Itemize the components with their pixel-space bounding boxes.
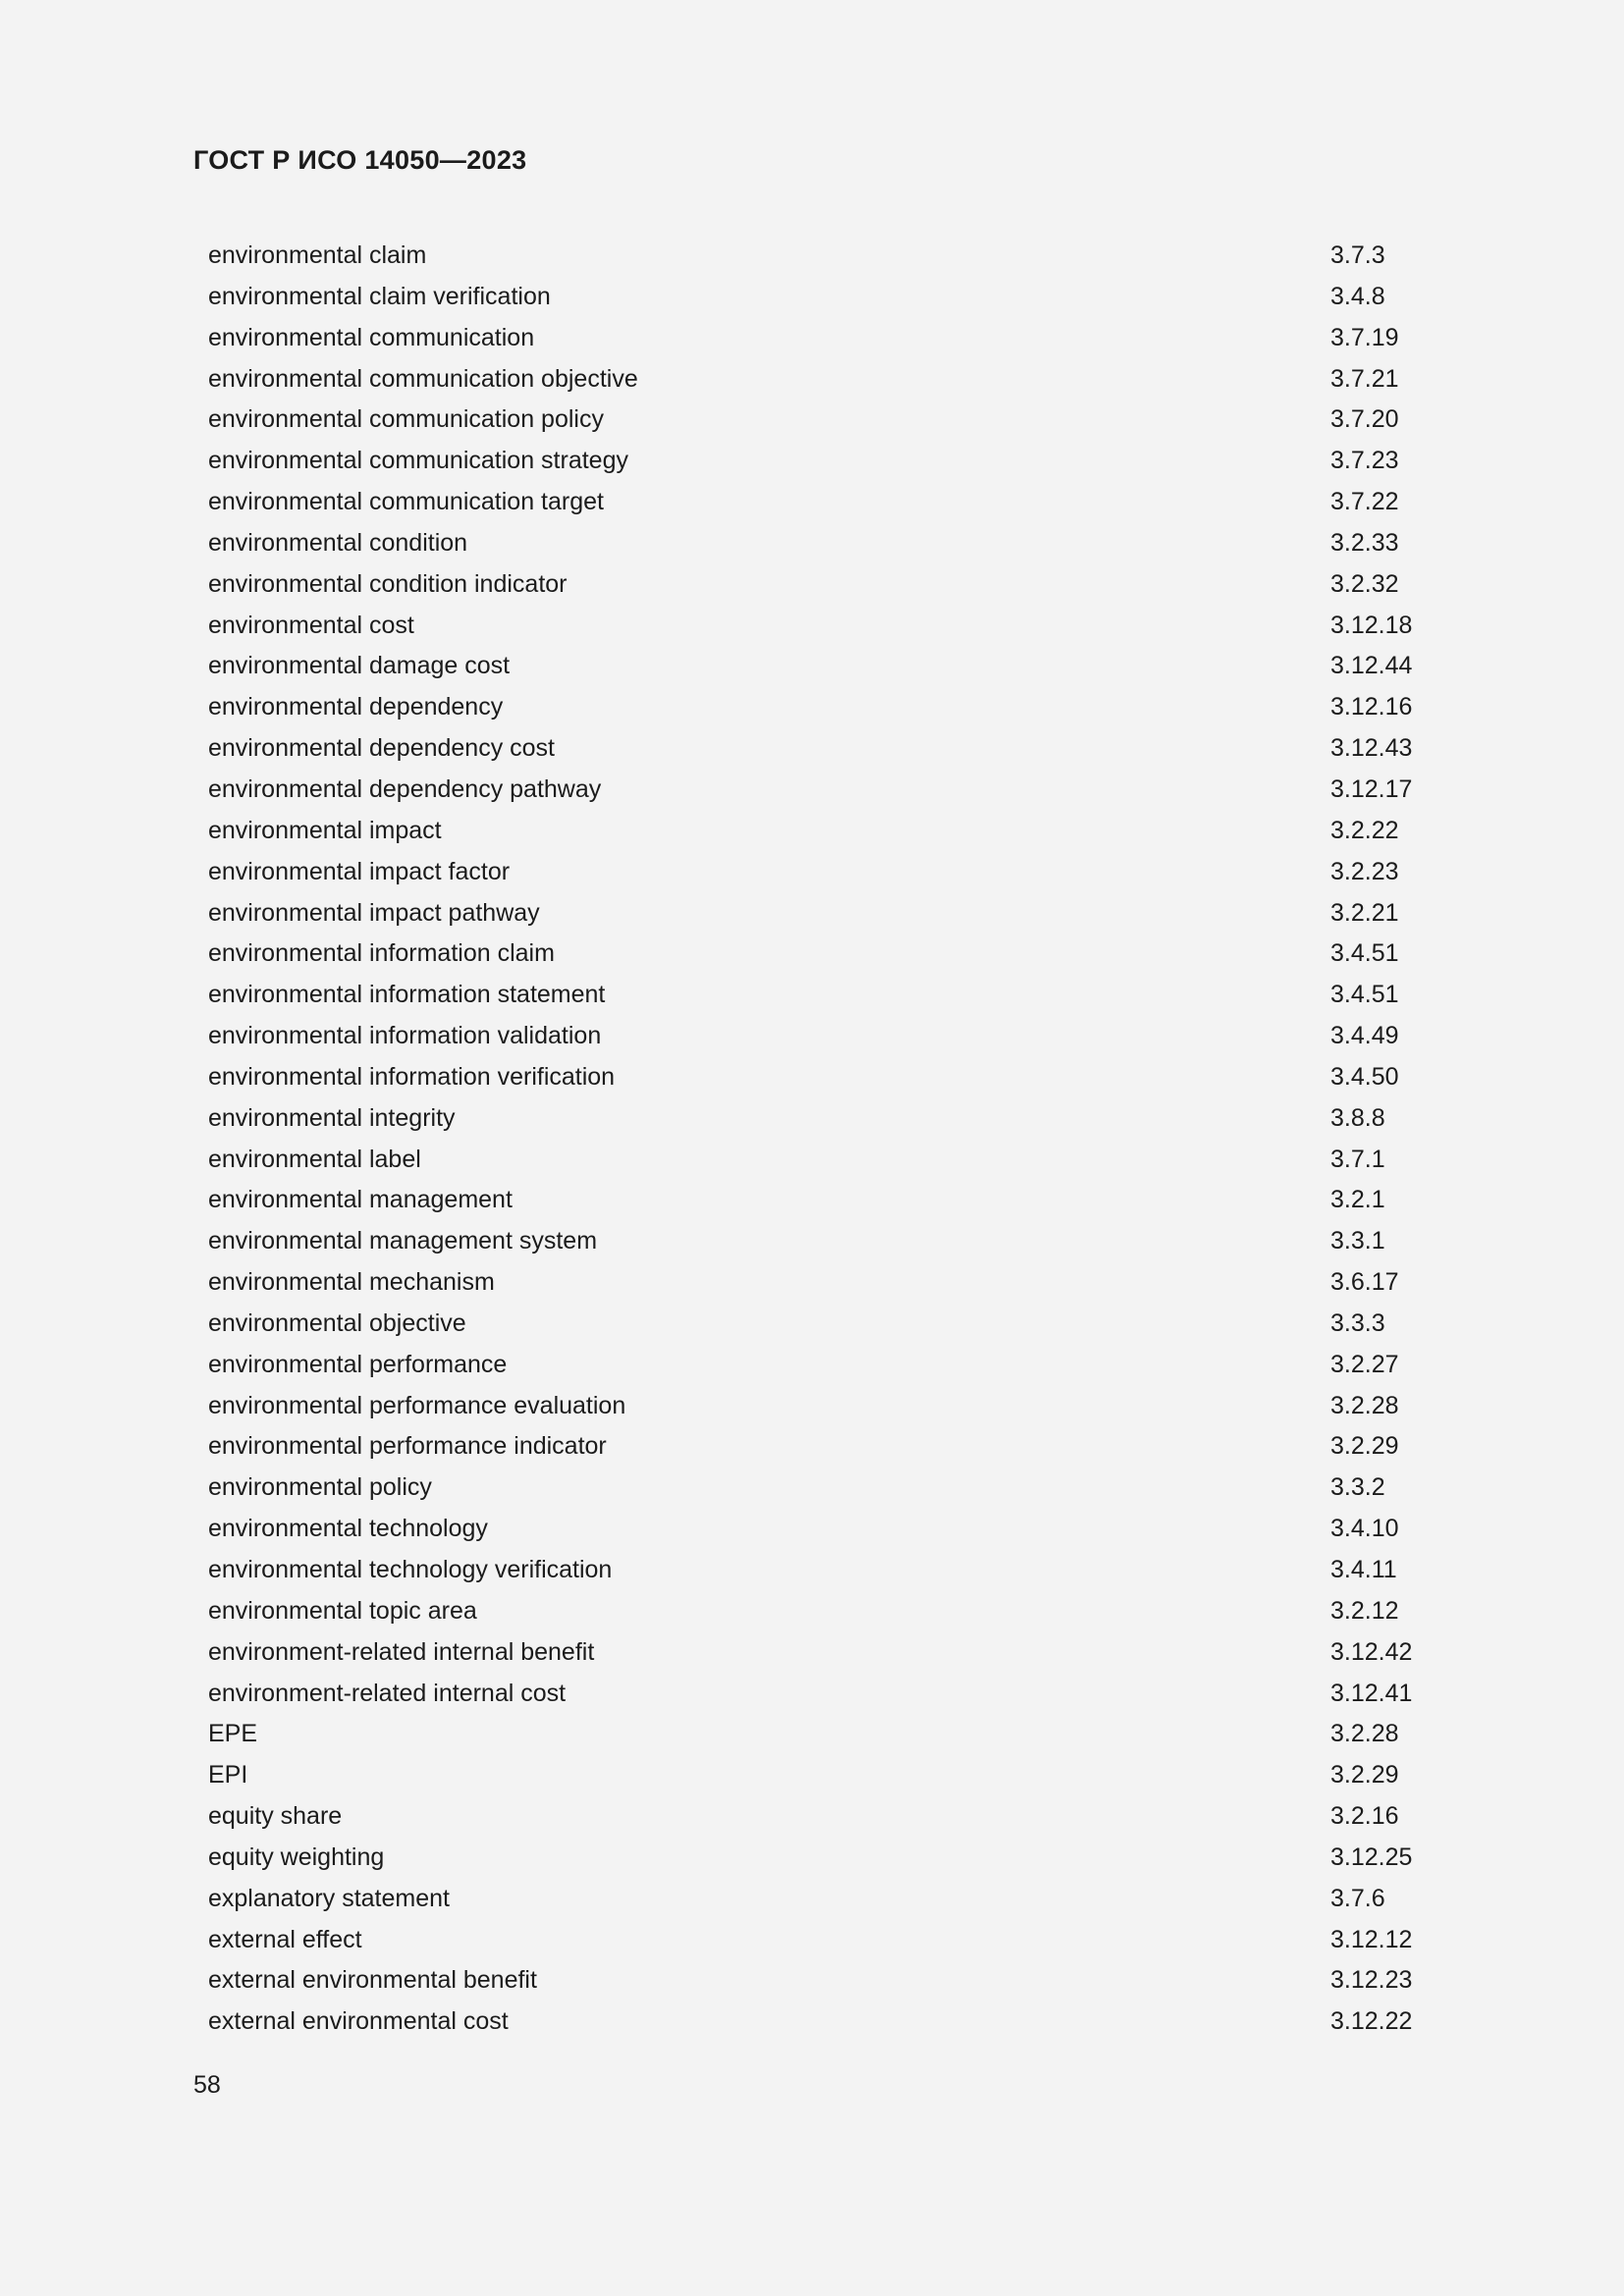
index-entry: [208, 1345, 1426, 1386]
index-term: equity weighting: [208, 1842, 385, 1871]
index-reference-number: 3.12.43: [1330, 734, 1413, 763]
index-entry: [208, 1838, 1426, 1879]
index-term: equity share: [208, 1802, 343, 1831]
index-entry: [208, 441, 1426, 482]
index-entry: [208, 1221, 1426, 1262]
index-entry: [208, 1468, 1426, 1509]
index-term: environmental label: [208, 1145, 421, 1173]
index-term: environmental performance evaluation: [208, 1391, 626, 1419]
index-term: environment-related internal benefit: [208, 1637, 595, 1666]
index-term: environmental information validation: [208, 1022, 602, 1050]
index-entry: [208, 1796, 1426, 1838]
index-reference-number: 3.12.41: [1330, 1679, 1413, 1707]
index-term: environmental information verification: [208, 1062, 616, 1091]
index-entry: [208, 1262, 1426, 1304]
index-reference-number: 3.4.51: [1330, 981, 1399, 1009]
index-term: environmental claim verification: [208, 282, 551, 310]
index-reference-number: 3.7.19: [1330, 323, 1399, 351]
index-reference-number: 3.2.16: [1330, 1802, 1399, 1831]
index-reference-number: 3.12.23: [1330, 1966, 1413, 1995]
index-reference-number: 3.7.1: [1330, 1145, 1385, 1173]
index-term: environmental impact: [208, 816, 442, 844]
index-term: environmental impact pathway: [208, 898, 540, 927]
index-entry: [208, 975, 1426, 1016]
index-reference-number: 3.2.1: [1330, 1186, 1385, 1214]
index-entry: [208, 2002, 1426, 2043]
index-reference-number: 3.4.11: [1330, 1556, 1397, 1583]
index-term: environmental dependency cost: [208, 734, 556, 763]
index-reference-number: 3.12.42: [1330, 1637, 1413, 1666]
index-term: external environmental benefit: [208, 1966, 537, 1995]
document-header: ГОСТ Р ИСО 14050—2023: [193, 145, 527, 175]
index-term: environmental communication: [208, 323, 535, 351]
index-entry: [208, 646, 1426, 687]
index-entry: [208, 359, 1426, 400]
index-reference-number: 3.12.16: [1330, 693, 1413, 721]
index-reference-number: 3.2.12: [1330, 1596, 1399, 1625]
page-number: 58: [193, 2071, 221, 2099]
index-reference-number: 3.4.50: [1330, 1062, 1399, 1091]
index-term: environmental communication strategy: [208, 447, 628, 475]
index-term: environmental cost: [208, 611, 414, 639]
index-reference-number: 3.2.33: [1330, 528, 1399, 557]
index-entry: [208, 1098, 1426, 1140]
index-entry: [208, 893, 1426, 934]
index-entry: [208, 1632, 1426, 1674]
index-reference-number: 3.2.29: [1330, 1432, 1399, 1461]
index-term: explanatory statement: [208, 1884, 450, 1912]
index-reference-number: 3.7.21: [1330, 364, 1399, 393]
index-reference-number: 3.4.51: [1330, 939, 1399, 968]
index-entry: [208, 1016, 1426, 1057]
index-term: environmental condition: [208, 528, 468, 557]
index-entry: [208, 1591, 1426, 1632]
index-reference-number: 3.2.22: [1330, 816, 1399, 844]
index-reference-number: 3.8.8: [1330, 1103, 1385, 1132]
index-reference-number: 3.2.21: [1330, 898, 1399, 927]
index-entry: [208, 523, 1426, 564]
index-entry: [208, 1755, 1426, 1796]
index-reference-number: 3.2.28: [1330, 1391, 1399, 1419]
index-reference-number: 3.3.1: [1330, 1227, 1385, 1255]
index-entry: [208, 1960, 1426, 2002]
index-term: environment-related internal cost: [208, 1679, 567, 1707]
term-index-list: [208, 236, 1426, 2043]
index-entry: [208, 1304, 1426, 1345]
index-term: environmental mechanism: [208, 1268, 495, 1297]
index-reference-number: 3.12.17: [1330, 774, 1413, 803]
index-reference-number: 3.3.3: [1330, 1308, 1385, 1337]
index-entry: [208, 1057, 1426, 1098]
index-term: environmental technology verification: [208, 1556, 613, 1583]
index-reference-number: 3.12.12: [1330, 1925, 1413, 1953]
index-term: environmental condition indicator: [208, 569, 568, 598]
index-entry: [208, 564, 1426, 606]
index-reference-number: 3.2.32: [1330, 569, 1399, 598]
index-entry: [208, 482, 1426, 523]
index-term: environmental claim: [208, 241, 427, 269]
index-entry: [208, 687, 1426, 728]
index-reference-number: 3.2.27: [1330, 1350, 1399, 1378]
index-reference-number: 3.12.25: [1330, 1842, 1413, 1871]
index-term: environmental objective: [208, 1308, 466, 1337]
index-term: environmental performance: [208, 1350, 508, 1378]
index-term: environmental management: [208, 1186, 513, 1214]
index-term: environmental dependency: [208, 693, 504, 721]
index-entry: [208, 1920, 1426, 1961]
index-term: environmental integrity: [208, 1103, 456, 1132]
index-entry: [208, 1509, 1426, 1550]
index-term: environmental information claim: [208, 939, 555, 968]
index-term: environmental communication policy: [208, 405, 604, 434]
index-reference-number: 3.2.23: [1330, 857, 1399, 885]
index-entry: [208, 318, 1426, 359]
index-entry: [208, 236, 1426, 277]
index-reference-number: 3.4.8: [1330, 282, 1385, 310]
index-term: environmental performance indicator: [208, 1432, 607, 1461]
index-entry: [208, 1714, 1426, 1755]
index-reference-number: 3.6.17: [1330, 1268, 1399, 1297]
index-reference-number: 3.7.20: [1330, 405, 1399, 434]
index-term: environmental technology: [208, 1515, 488, 1543]
index-reference-number: 3.2.29: [1330, 1761, 1399, 1789]
index-reference-number: 3.7.23: [1330, 447, 1399, 475]
index-term: environmental management system: [208, 1227, 598, 1255]
index-entry: [208, 1180, 1426, 1221]
index-term: environmental policy: [208, 1473, 432, 1502]
index-reference-number: 3.2.28: [1330, 1720, 1399, 1748]
index-reference-number: 3.7.3: [1330, 241, 1385, 269]
index-entry: [208, 728, 1426, 770]
index-term: environmental damage cost: [208, 652, 511, 680]
index-reference-number: 3.12.18: [1330, 611, 1413, 639]
index-reference-number: 3.12.22: [1330, 2007, 1413, 2036]
index-term: environmental communication target: [208, 488, 604, 516]
index-entry: [208, 1674, 1426, 1715]
index-entry: [208, 1426, 1426, 1468]
index-term: EPE: [208, 1720, 258, 1748]
index-entry: [208, 1140, 1426, 1181]
index-entry: [208, 400, 1426, 441]
index-term: external effect: [208, 1925, 362, 1953]
index-reference-number: 3.7.6: [1330, 1884, 1385, 1912]
index-entry: [208, 1879, 1426, 1920]
index-term: environmental information statement: [208, 981, 606, 1009]
index-term: environmental impact factor: [208, 857, 511, 885]
index-reference-number: 3.3.2: [1330, 1473, 1385, 1502]
index-term: environmental topic area: [208, 1596, 477, 1625]
index-entry: [208, 606, 1426, 647]
index-term: external environmental cost: [208, 2007, 509, 2036]
index-entry: [208, 1550, 1426, 1591]
index-entry: [208, 277, 1426, 318]
index-term: EPI: [208, 1761, 248, 1789]
index-reference-number: 3.4.10: [1330, 1515, 1399, 1543]
index-entry: [208, 1386, 1426, 1427]
index-entry: [208, 770, 1426, 811]
index-reference-number: 3.12.44: [1330, 652, 1413, 680]
index-term: environmental communication objective: [208, 364, 638, 393]
index-reference-number: 3.7.22: [1330, 488, 1399, 516]
index-term: environmental dependency pathway: [208, 774, 602, 803]
index-reference-number: 3.4.49: [1330, 1022, 1399, 1050]
index-entry: [208, 852, 1426, 893]
index-entry: [208, 811, 1426, 852]
index-entry: [208, 934, 1426, 975]
